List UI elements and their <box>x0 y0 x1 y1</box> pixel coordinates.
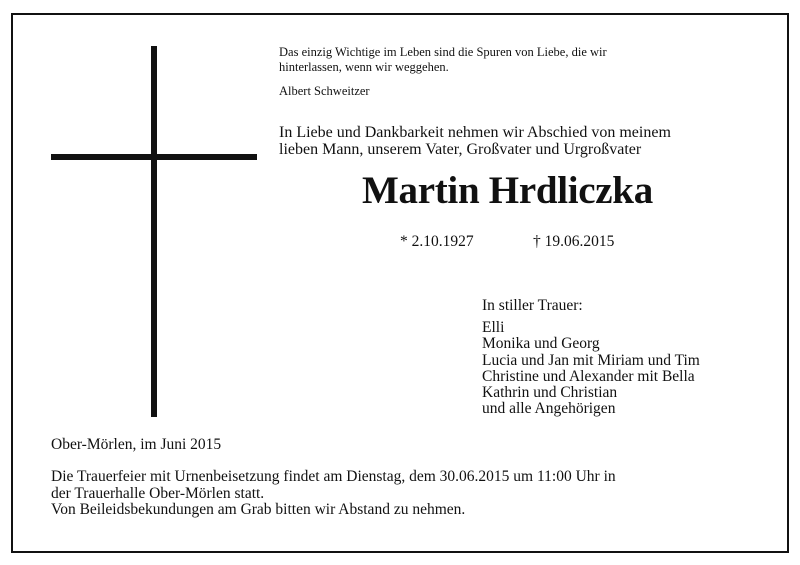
death-date: † 19.06.2015 <box>533 233 615 250</box>
place-date: Ober-Mörlen, im Juni 2015 <box>51 436 222 453</box>
mourner-name: Lucia und Jan mit Miriam und Tim <box>482 351 700 369</box>
cross-horizontal-bar <box>51 154 257 160</box>
cross-vertical-bar <box>151 46 157 417</box>
quote-author: Albert Schweitzer <box>279 84 370 98</box>
quote-line: hinterlassen, wenn wir weggehen. <box>279 60 449 74</box>
deceased-name: Martin Hrdliczka <box>362 169 653 212</box>
funeral-line: Die Trauerfeier mit Urnenbeisetzung findet am Dienstag, dem 30.06.2015 um 11:00 Uhr in <box>51 468 616 485</box>
mourners-list <box>482 320 700 417</box>
mourners-heading: In stiller Trauer: <box>482 297 583 314</box>
mourner-name: Kathrin und Christian <box>482 384 618 402</box>
intro-line: In Liebe und Dankbarkeit nehmen wir Abschied von meinem <box>279 124 671 141</box>
mourner-name: Monika und Georg <box>482 335 600 353</box>
intro-line: lieben Mann, unserem Vater, Großvater und Urgroßvater <box>279 141 642 158</box>
mourner-name: und alle Angehörigen <box>482 400 616 418</box>
funeral-info <box>51 469 616 519</box>
mourner-name: Elli <box>482 319 505 337</box>
birth-date: * 2.10.1927 <box>400 233 474 250</box>
funeral-line: der Trauerhalle Ober-Mörlen statt. <box>51 484 265 502</box>
funeral-line: Von Beileidsbekundungen am Grab bitten wir Abstand zu nehmen. <box>51 501 466 518</box>
mourner-name: Christine und Alexander mit Bella <box>482 367 695 385</box>
quote-line: Das einzig Wichtige im Leben sind die Spuren von Liebe, die wir <box>279 45 607 59</box>
intro-text <box>279 124 671 158</box>
mourners-block <box>482 298 700 417</box>
quote <box>279 45 607 75</box>
